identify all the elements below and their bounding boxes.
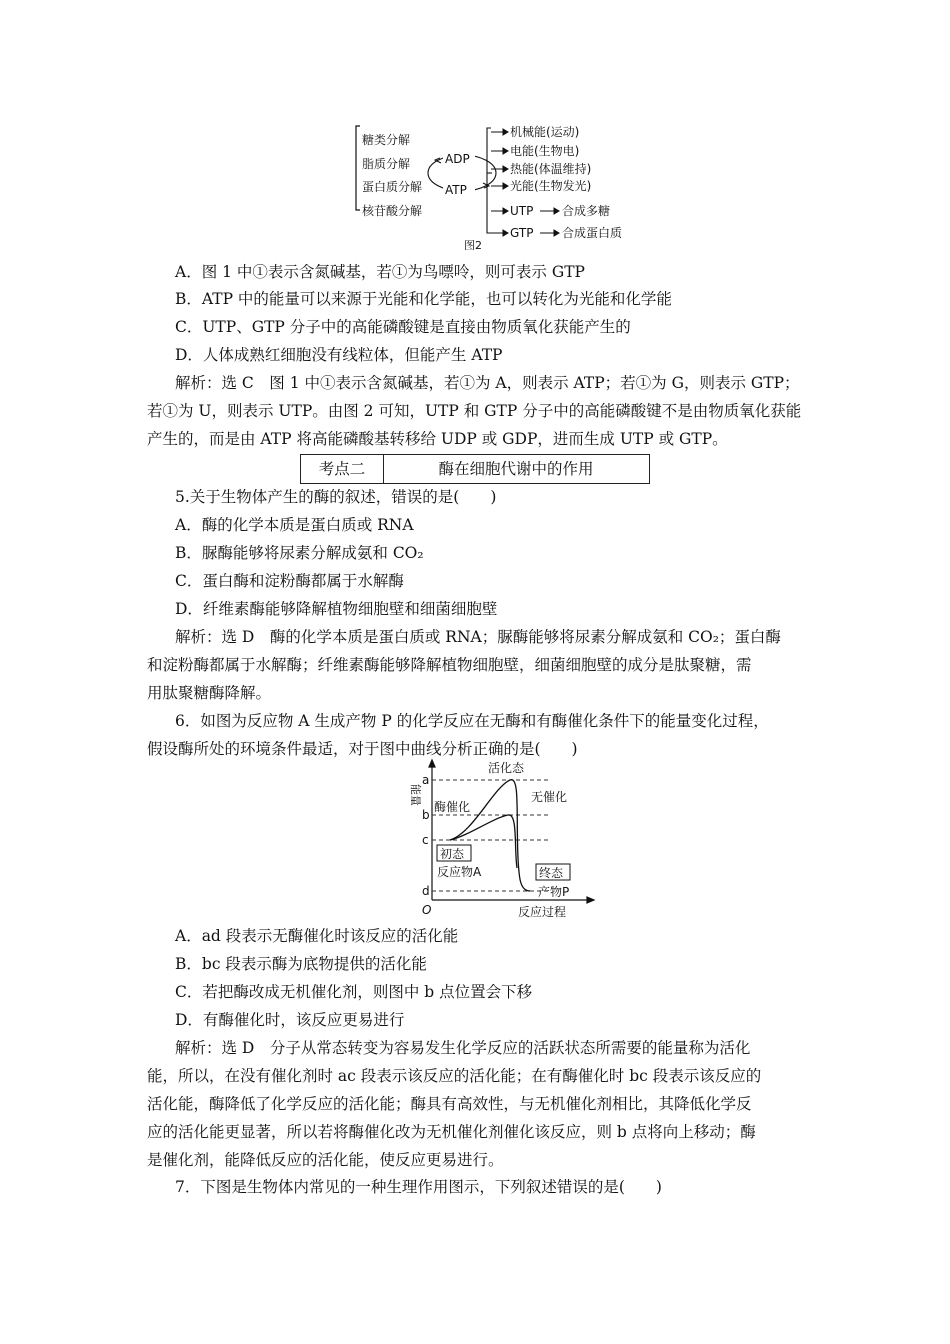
atp-label: ATP xyxy=(445,183,467,197)
q5-option-a: A．酶的化学本质是蛋白质或 RNA xyxy=(175,516,414,534)
initial-state-label: 初态 xyxy=(440,847,465,861)
q5-option-c: C．蛋白酶和淀粉酶都属于水解酶 xyxy=(175,572,404,590)
gtp-product: 合成蛋白质 xyxy=(562,226,623,240)
energy-electric: 电能(生物电) xyxy=(510,144,580,158)
q5-stem: 5.关于生物体产生的酶的叙述，错误的是( ) xyxy=(175,488,497,506)
left-item-1: 糖类分解 xyxy=(362,133,411,147)
q6-analysis-line-4: 应的活化能更显著，所以若将酶催化改为无机催化剂催化该反应，则 b 点将向上移动；酶 xyxy=(147,1123,756,1141)
utp-product: 合成多糖 xyxy=(562,204,611,218)
reactant-label: 反应物A xyxy=(437,865,482,879)
q6-analysis-line-1: 解析：选 D 分子从常态转变为容易发生化学反应的活跃状态所需要的能量称为活化 xyxy=(175,1039,751,1057)
section-header xyxy=(300,454,650,484)
q4-analysis-line-1: 解析：选 C 图 1 中①表示含氮碱基，若①为 A，则表示 ATP；若①为 G，则表示 GTP； xyxy=(175,374,800,392)
q6-option-a: A．ad 段表示无酶催化时该反应的活化能 xyxy=(175,927,459,945)
origin-label: O xyxy=(422,903,432,917)
left-item-3: 蛋白质分解 xyxy=(362,180,423,194)
q4-option-d: D．人体成熟红细胞没有线粒体，但能产生 ATP xyxy=(175,346,503,364)
gtp-label: GTP xyxy=(510,226,534,240)
q4-option-a: A．图 1 中①表示含氮碱基，若①为鸟嘌呤，则可表示 GTP xyxy=(175,263,585,281)
q4-analysis-line-2: 若①为 U，则表示 UTP。由图 2 可知，UTP 和 GTP 分子中的高能磷酸键不是由物质氧化获能 xyxy=(147,402,802,420)
level-b: b xyxy=(422,808,430,822)
q4-analysis-line-3: 产生的，而是由 ATP 将高能磷酸基转移给 UDP 或 GDP，进而生成 UTP 或 GTP。 xyxy=(147,430,728,448)
product-label: 产物P xyxy=(538,885,570,899)
final-state-label: 终态 xyxy=(539,866,564,880)
q4-option-c: C．UTP、GTP 分子中的高能磷酸键是直接由物质氧化获能产生的 xyxy=(175,318,631,336)
energy-heat: 热能(体温维持) xyxy=(510,162,592,176)
q6-option-d: D．有酶催化时，该反应更易进行 xyxy=(175,1011,405,1029)
q6-stem-line-2: 假设酶所处的环境条件最适，对于图中曲线分析正确的是( ) xyxy=(147,740,578,758)
level-c: c xyxy=(422,833,429,847)
q5-analysis-line-1: 解析：选 D 酶的化学本质是蛋白质或 RNA；脲酶能够将尿素分解成氨和 CO₂；蛋白酶 xyxy=(175,628,781,646)
y-axis-label: 能量 xyxy=(409,784,422,806)
level-a: a xyxy=(422,773,430,787)
q6-analysis-line-2: 能，所以，在没有催化剂时 ac 段表示该反应的活化能；在有酶催化时 bc 段表示该反应的 xyxy=(147,1067,762,1085)
enzyme-label: 酶催化 xyxy=(434,800,471,814)
q6-analysis-line-5: 是催化剂，能降低反应的活化能，使反应更易进行。 xyxy=(147,1151,504,1169)
q5-option-d: D．纤维素酶能够降解植物细胞壁和细菌细胞壁 xyxy=(175,600,498,618)
no-catalyst-label: 无催化 xyxy=(531,790,568,804)
q5-option-b: B．脲酶能够将尿素分解成氨和 CO₂ xyxy=(175,544,424,562)
q5-analysis-line-2: 和淀粉酶都属于水解酶；纤维素酶能够降解植物细胞壁，细菌细胞壁的成分是肽聚糖，需 xyxy=(147,656,752,674)
figure-2-atp-diagram xyxy=(340,118,640,250)
adp-label: ADP xyxy=(445,152,470,166)
q6-analysis-line-3: 活化能，酶降低了化学反应的活化能；酶具有高效性，与无机催化剂相比，其降低化学反 xyxy=(147,1095,752,1113)
energy-mechanical: 机械能(运动) xyxy=(510,125,580,139)
q7-stem: 7．下图是生物体内常见的一种生理作用图示，下列叙述错误的是( ) xyxy=(175,1178,662,1196)
level-d: d xyxy=(422,884,430,898)
left-item-2: 脂质分解 xyxy=(362,157,411,171)
utp-label: UTP xyxy=(510,204,534,218)
q6-option-c: C．若把酶改成无机催化剂，则图中 b 点位置会下移 xyxy=(175,983,533,1001)
q6-stem-line-1: 6．如图为反应物 A 生成产物 P 的化学反应在无酶和有酶催化条件下的能量变化过程， xyxy=(175,712,769,730)
x-axis-label: 反应过程 xyxy=(518,905,567,919)
figure-caption: 图2 xyxy=(464,239,482,250)
q6-option-b: B．bc 段表示酶为底物提供的活化能 xyxy=(175,955,427,973)
q4-option-b: B．ATP 中的能量可以来源于光能和化学能，也可以转化为光能和化学能 xyxy=(175,290,672,308)
energy-light: 光能(生物发光) xyxy=(510,179,592,193)
section-title: 酶在细胞代谢中的作用 xyxy=(438,460,594,478)
section-label: 考点二 xyxy=(301,455,384,483)
activated-state-label: 活化态 xyxy=(488,761,525,775)
left-item-4: 核苷酸分解 xyxy=(362,204,423,218)
q5-analysis-line-3: 用肽聚糖酶降解。 xyxy=(147,684,272,702)
energy-diagram xyxy=(398,758,598,920)
